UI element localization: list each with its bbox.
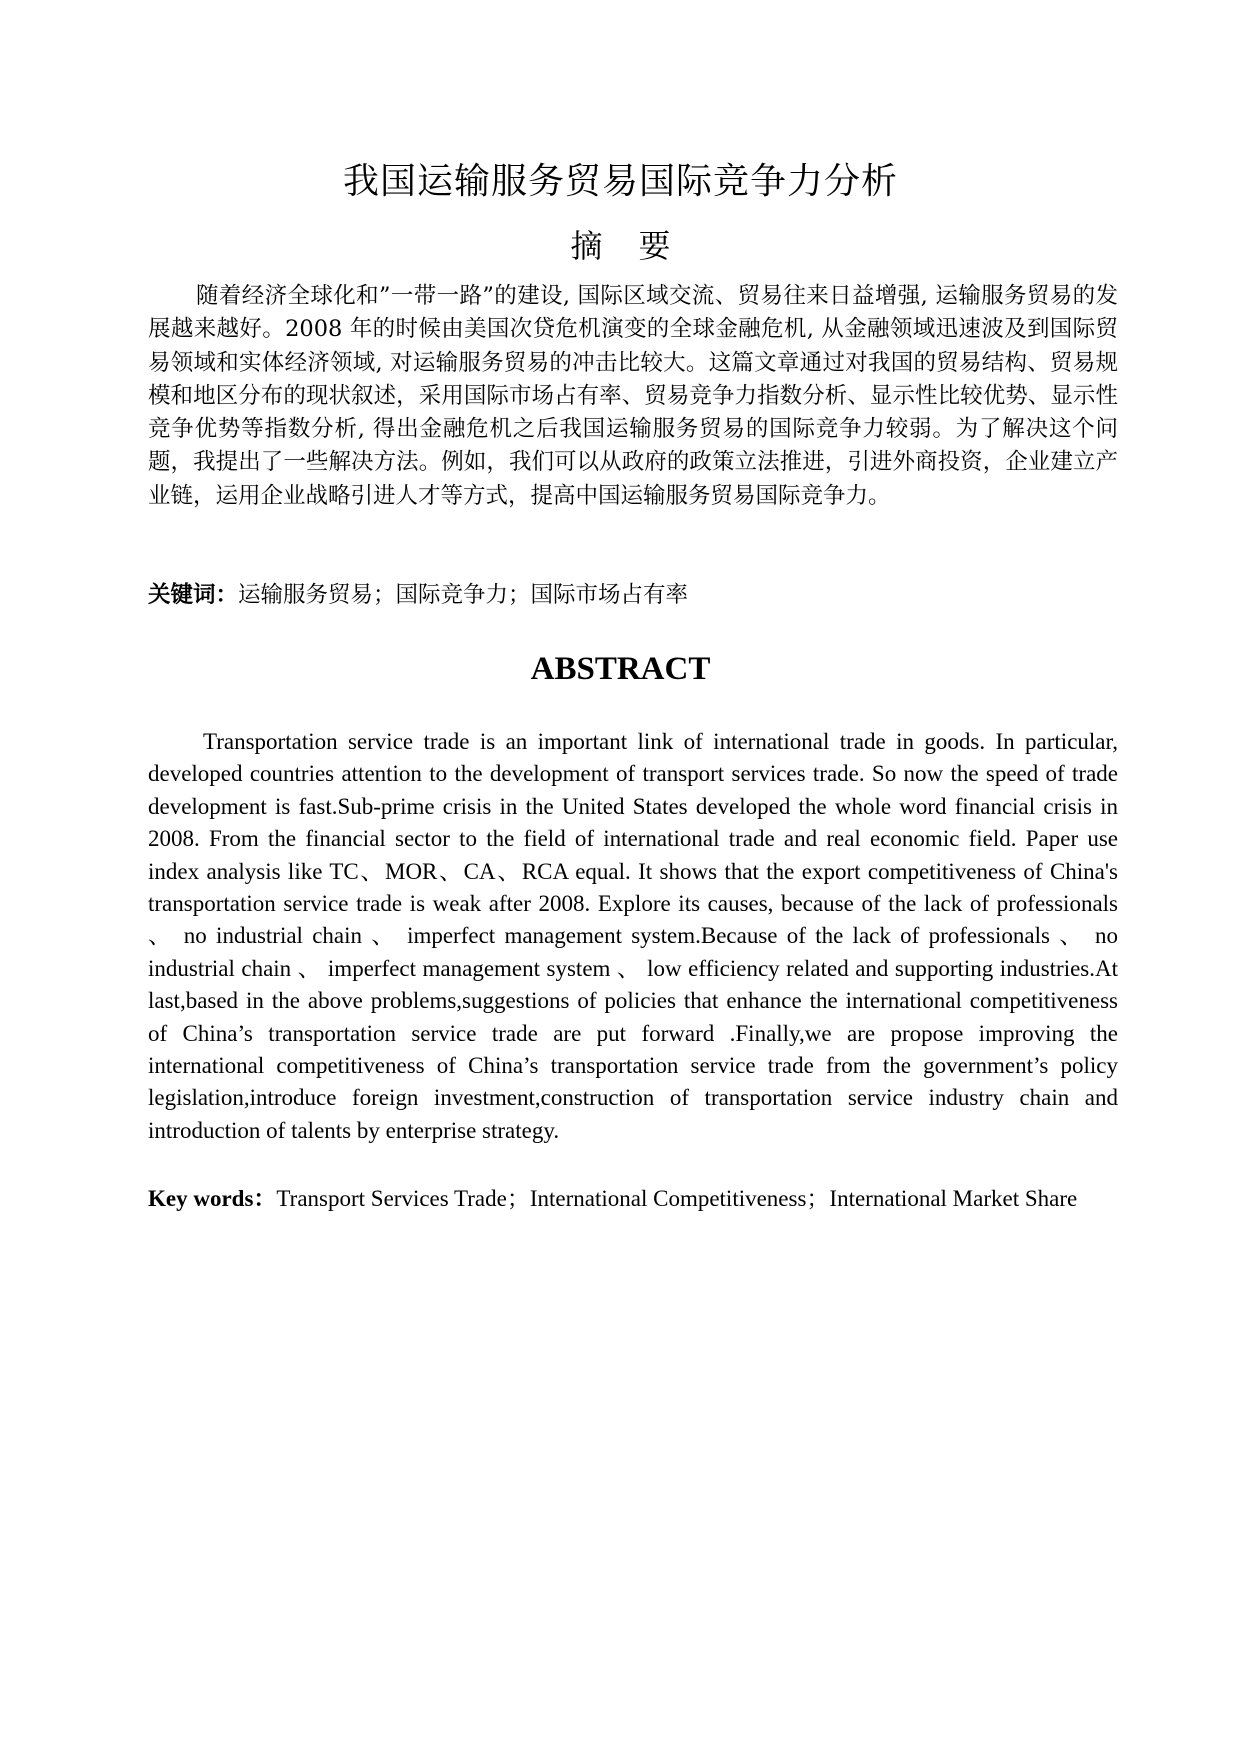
abstract-zh-heading [0,224,1241,268]
abstract-zh-body: 随着经济全球化和”一带一路”的建设, 国际区域交流、贸易往来日益增强, 运输服务贸易的发展越来越好。2008 年的时候由美国次贷危机演变的全球金融危机, 从金融领域迅速波及到国际贸易领域和实体经济领域, 对运输服务贸易的冲击比较大。这篇文章通过对我国的贸易结构、贸易规模和地区分布的现状叙述，采用国际市场占有率、贸易竞争力指数分析、显示性比较优势、显示性竞争优势等指数分析, 得出金融危机之后我国运输服务贸易的国际竞争力较弱。为了解决这个问题，我提出了一些解决方法。例如，我们可以从政府的政策立法推进，引进外商投资，企业建立产业链，运用企业战略引进人才等方式，提高中国运输服务贸易国际竞争力。 [148,283,1118,509]
abstract-zh-heading-part1: 摘 [570,227,603,265]
abstract-zh-heading-part2: 要 [638,227,671,265]
keywords-zh-text: 运输服务贸易；国际竞争力；国际市场占有率 [238,582,689,608]
keywords-en [148,1180,1118,1217]
abstract-en-heading: ABSTRACT [530,651,711,687]
abstract-en-body: Transportation service trade is an important link of international trade in goods. In particular, developed countries attention to the development of transport services trade. So now the speed of trade development is fast.Sub-prime crisis in the United States developed the whole word financial crisis in 2008. From the financial sector to the field of international trade and real economic field. Paper use index analysis like TC、MOR、CA、RCA equal. It shows that the export competitiveness of China's transportation service trade is weak after 2008. Explore its causes, because of the lack of professionals 、 no industrial chain 、 imperfect management system.Because of the lack of professionals 、 no industrial chain 、 imperfect management system 、 low efficiency related and supporting industries.At last,based in the above problems,suggestions of policies that enhance the international competitiveness of China’s transportation service trade are put forward .Finally,we are propose improving the international competitiveness of China’s transportation service trade from the government’s policy legislation,introduce foreign investment,construction of transportation service industry chain and introduction of talents by enterprise strategy. [148,729,1118,1143]
keywords-zh [148,579,1118,612]
keywords-en-label: Key words： [148,1186,277,1211]
keywords-en-text: Transport Services Trade；International Competitiveness；International Market Share [276,1186,1078,1211]
keywords-zh-label: 关键词： [148,582,239,608]
paper-title: 我国运输服务贸易国际竞争力分析 [342,161,898,202]
